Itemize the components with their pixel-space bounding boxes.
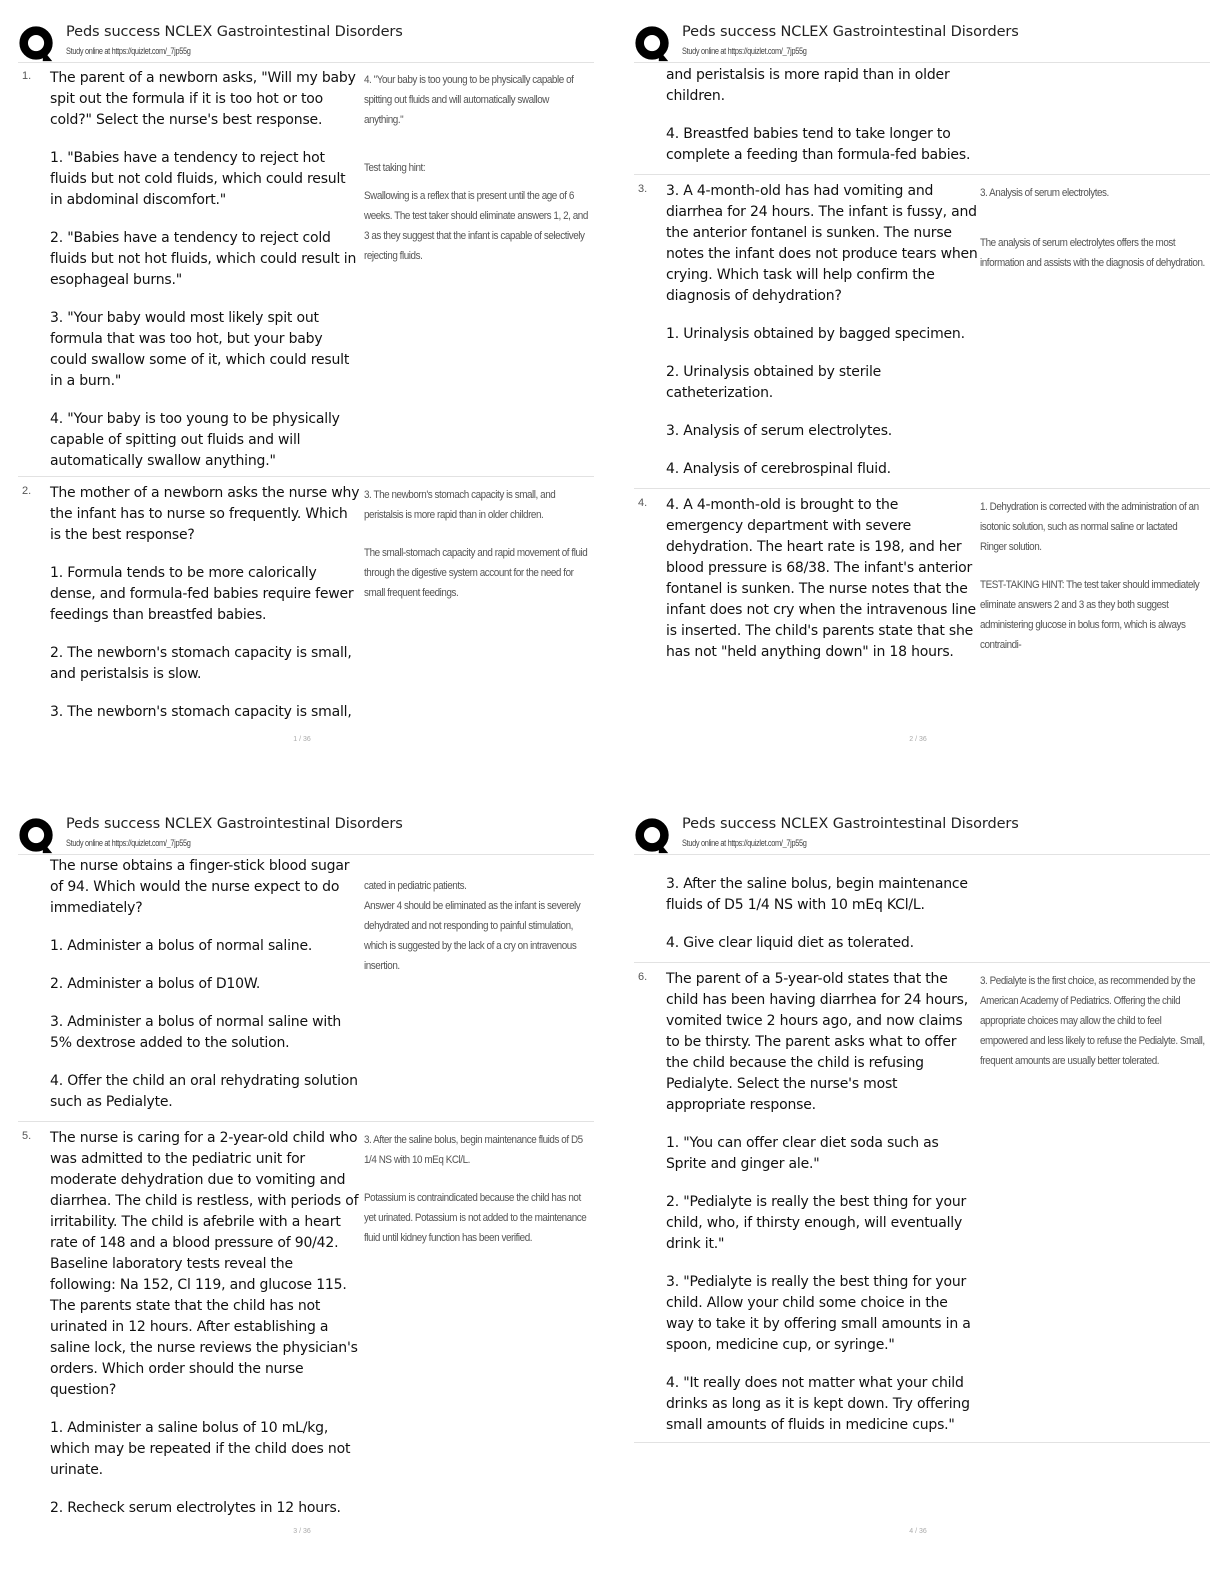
answer-option: 4. "Your baby is too young to be physically capable of spitting out fluids and will automatically swallow anything." [50,411,340,469]
page-number: 1 / 36 [293,736,311,743]
page-header [634,814,1214,856]
answer-option: 1. Administer a bolus of normal saline. [50,938,313,954]
answer-option: 4. Give clear liquid diet as tolerated. [666,935,914,951]
quizlet-logo-icon [18,817,56,855]
answer-option: 1. Administer a saline bolus of 10 mL/kg, which may be repeated if the child does not urinate. [50,1420,351,1478]
card-question [666,495,978,663]
answer-option: 2. Urinalysis obtained by sterile catheterization. [666,364,882,401]
flashcard [634,489,1210,669]
quizlet-logo-icon [18,25,56,63]
answer-option: 4. "It really does not matter what your child drinks as long as it is kept down. Try offering small amounts of fluids in medicine cups." [666,1375,970,1433]
header-divider [634,854,1210,855]
answer-option: 3. Administer a bolus of normal saline with 5% dextrose added to the solution. [50,1014,342,1051]
answer-option: 1. Urinalysis obtained by bagged specimen. [666,326,965,342]
correct-answer: 3. After the saline bolus, begin maintenance fluids of D5 1/4 NS with 10 mEq KCl/L. [364,1134,583,1166]
answer-option: 4. Analysis of cerebrospinal fluid. [666,461,891,477]
answer-option: 1. "You can offer clear diet soda such as Sprite and ginger ale." [666,1135,939,1172]
rationale: cated in pediatric patients. Answer 4 should be eliminated as the infant is severely dehydrated and not responding to painful stimulation, which is suggested by the lack of a cry on intravenous insertion. [364,880,581,972]
document-title: Peds success NCLEX Gastrointestinal Disorders [66,816,403,832]
question-stem: The parent of a newborn asks, "Will my baby spit out the formula if it is too hot or too cold?" Select the nurse's best response. [50,70,356,128]
study-online-link[interactable]: Study online at https://quizlet.com/_7jp55g [66,46,191,56]
answer-option: 4. Offer the child an oral rehydrating solution such as Pedialyte. [50,1073,358,1110]
flashcard [18,1122,594,1525]
quizlet-logo-icon [634,817,672,855]
document-title: Peds success NCLEX Gastrointestinal Disorders [66,24,403,40]
correct-answer-rationale: 3. Pedialyte is the first choice, as recommended by the American Academy of Pediatrics. Offering the child appropriate choices may allow the child to feel empowered and less likely to refuse the Pedialyte. Small, frequent amounts are usually better tolerated. [980,975,1205,1067]
flashcard [634,175,1210,489]
page-header [18,814,598,856]
card-number: 5. [22,1130,32,1142]
answer-option: 1. "Babies have a tendency to reject hot fluids but not cold fluids, which could result in abdominal discomfort." [50,150,346,208]
flashcard-continued [634,63,1210,175]
study-online-link[interactable]: Study online at https://quizlet.com/_7jp55g [66,838,191,848]
card-question [666,874,978,954]
question-stem: The nurse is caring for a 2-year-old child who was admitted to the pediatric unit for moderate dehydration due to vomiting and diarrhea. The child is restless, with periods of irritability. The child is afebrile with a heart rate of 148 and a blood pressure of 90/42. Baseline laboratory tests reveal the following: Na 152, Cl 119, and glucose 115. The parents state that the child has not urinated in 12 hours. After establishing a saline lock, the nurse reviews the physician's orders. Which order should the nurse question? [50,1130,359,1398]
card-answer [980,971,1205,1071]
question-stem: 3. A 4-month-old has had vomiting and diarrhea for 24 hours. The infant is fussy, and the anterior fontanel is sunken. The nurse notes the infant does not produce tears when crying. Which task will help confirm the diagnosis of dehydration? [666,183,978,304]
card-answer [364,70,589,266]
question-stem: 4. A 4-month-old is brought to the emergency department with severe dehydration. The heart rate is 198, and her blood pressure is 68/38. The infant's anterior fontanel is sunken. The nurse notes that the infant does not cry when the intravenous line is inserted. The child's parents state that she has not "held anything down" in 18 hours. [666,497,976,660]
answer-option: 3. The newborn's stomach capacity is small, [50,704,352,720]
rationale: Potassium is contraindicated because the child has not yet urinated. Potassium is not added to the maintenance fluid until kidney function has been verified. [364,1192,587,1244]
card-answer [364,1130,589,1248]
page-4 [616,792,1220,1584]
card-question [50,856,362,1113]
study-online-link[interactable]: Study online at https://quizlet.com/_7jp55g [682,46,807,56]
document-title: Peds success NCLEX Gastrointestinal Disorders [682,816,1019,832]
card-answer [364,485,589,603]
page-number: 4 / 36 [909,1528,927,1535]
card-answer [364,856,589,996]
hint-label: Test taking hint: [364,162,426,174]
card-answer [980,497,1205,655]
answer-option: 2. The newborn's stomach capacity is small, and peristalsis is slow. [50,645,352,682]
card-number: 6. [638,971,648,983]
rationale: The analysis of serum electrolytes offers the most information and assists with the diagnosis of dehydration. [980,237,1205,269]
rationale: The small-stomach capacity and rapid movement of fluid through the digestive system account for the need for small frequent feedings. [364,547,588,599]
document-title: Peds success NCLEX Gastrointestinal Disorders [682,24,1019,40]
card-question [50,483,362,723]
card-question [50,1128,362,1519]
answer-option: 3. "Your baby would most likely spit out formula that was too hot, but your baby could swallow some of it, which could result in a burn." [50,310,350,389]
page-2 [616,0,1220,792]
page-3 [0,792,604,1584]
answer-option: 3. Analysis of serum electrolytes. [666,423,893,439]
page-number: 2 / 36 [909,736,927,743]
card-list [18,854,594,1525]
card-number: 3. [638,183,648,195]
answer-option: 2. Recheck serum electrolytes in 12 hours. [50,1500,341,1516]
answer-option: 4. Breastfed babies tend to take longer to complete a feeding than formula-fed babies. [666,126,971,163]
correct-answer: 4. "Your baby is too young to be physically capable of spitting out fluids and will automatically swallow anything." [364,74,574,126]
card-number: 1. [22,70,32,82]
card-answer [980,183,1205,273]
correct-answer: 3. The newborn's stomach capacity is small, and peristalsis is more rapid than in older children. [364,489,556,521]
card-list [18,66,594,729]
question-stem: The mother of a newborn asks the nurse why the infant has to nurse so frequently. Which is the best response? [50,485,360,543]
flashcard-continued [18,854,594,1122]
page-number: 3 / 36 [293,1528,311,1535]
answer-option: 2. "Pedialyte is really the best thing for your child, who, if thirsty enough, will eventually drink it." [666,1194,967,1252]
card-list [634,872,1210,1443]
rationale: TEST-TAKING HINT: The test taker should immediately eliminate answers 2 and 3 as they both suggest administering glucose in bolus form, which is always contraindi- [980,579,1200,651]
card-question [666,181,978,480]
card-question [50,68,362,472]
study-online-link[interactable]: Study online at https://quizlet.com/_7jp55g [682,838,807,848]
correct-answer: 1. Dehydration is corrected with the administration of an isotonic solution, such as normal saline or lactated Ringer solution. [980,501,1199,553]
question-stem: The nurse obtains a finger-stick blood sugar of 94. Which would the nurse expect to do immediately? [50,858,350,916]
answer-option: 1. Formula tends to be more calorically dense, and formula-fed babies require fewer feedings than breastfed babies. [50,565,354,623]
answer-option: 3. "Pedialyte is really the best thing for your child. Allow your child some choice in the way to take it by offering small amounts in a spoon, medicine cup, or syringe." [666,1274,971,1353]
card-list [634,63,1210,669]
flashcard [18,477,594,729]
answer-option: and peristalsis is more rapid than in older children. [666,67,950,104]
page-1 [0,0,604,792]
flashcard [18,66,594,477]
answer-option: 3. After the saline bolus, begin maintenance fluids of D5 1/4 NS with 10 mEq KCl/L. [666,876,968,913]
answer-option: 2. "Babies have a tendency to reject cold fluids but not hot fluids, which could result in esophageal burns." [50,230,357,288]
card-question [666,969,978,1436]
quizlet-logo-icon [634,25,672,63]
page-header [634,22,1214,64]
rationale: Swallowing is a reflex that is present until the age of 6 weeks. The test taker should eliminate answers 1, 2, and 3 as they suggest that the infant is capable of selectively rejecting fluids. [364,190,588,262]
card-question [666,65,978,166]
flashcard-continued [634,872,1210,963]
card-number: 2. [22,485,32,497]
answer-option: 2. Administer a bolus of D10W. [50,976,261,992]
card-number: 4. [638,497,648,509]
flashcard [634,963,1210,1443]
page-header [18,22,598,64]
question-stem: The parent of a 5-year-old states that the child has been having diarrhea for 24 hours, vomited twice 2 hours ago, and now claims to be thirsty. The parent asks what to offer the child because the child is refusing Pedialyte. Select the nurse's most appropriate response. [666,971,969,1113]
header-divider [18,62,594,63]
correct-answer: 3. Analysis of serum electrolytes. [980,187,1109,199]
